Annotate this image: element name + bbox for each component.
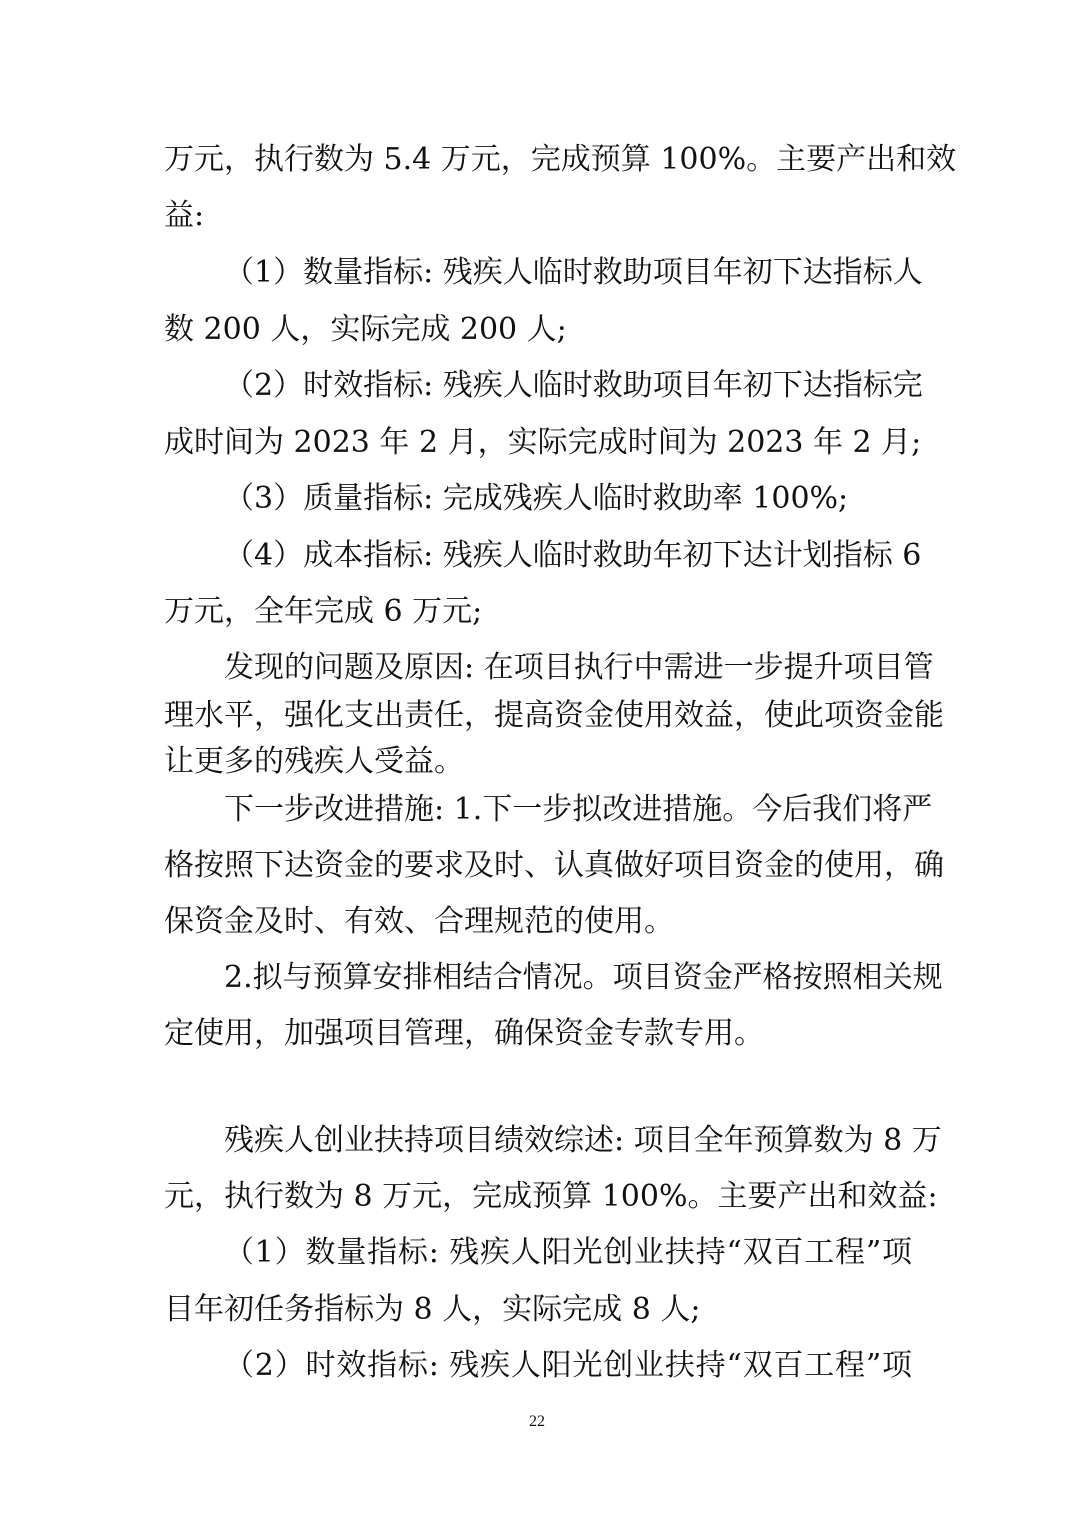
text-line: 万元，执行数为 5.4 万元，完成预算 100%。主要产出和效 [164,142,957,177]
text-line: （2）时效指标: 残疾人临时救助项目年初下达指标完 [224,368,923,403]
text-line: 发现的问题及原因: 在项目执行中需进一步提升项目管 [224,650,934,685]
text-line: （4）成本指标: 残疾人临时救助年初下达计划指标 6 [224,538,922,573]
text-line: 让更多的残疾人受益。 [164,744,464,779]
text-line: 元，执行数为 8 万元，完成预算 100%。主要产出和效益: [164,1179,938,1214]
text-line: 下一步改进措施: 1.下一步拟改进措施。今后我们将严 [224,792,933,827]
text-line: 益: [164,198,205,233]
page-number: 22 [529,1413,545,1430]
text-line: （1）数量指标: 残疾人临时救助项目年初下达指标人 [224,255,923,290]
text-line: 格按照下达资金的要求及时、认真做好项目资金的使用，确 [164,848,944,883]
text-line: 理水平，强化支出责任，提高资金使用效益，使此项资金能 [164,698,944,733]
text-line: （2）时效指标: 残疾人阳光创业扶持“双百工程”项 [224,1348,912,1383]
text-line: 2.拟与预算安排相结合情况。项目资金严格按照相关规 [224,960,943,995]
text-line: 残疾人创业扶持项目绩效综述: 项目全年预算数为 8 万 [224,1123,942,1158]
text-line: （3）质量指标: 完成残疾人临时救助率 100%; [224,481,849,516]
text-line: 成时间为 2023 年 2 月，实际完成时间为 2023 年 2 月; [164,425,922,460]
text-line: （1）数量指标: 残疾人阳光创业扶持“双百工程”项 [224,1235,912,1270]
text-line: 目年初任务指标为 8 人，实际完成 8 人; [164,1292,701,1327]
text-line: 万元，全年完成 6 万元; [164,594,483,629]
text-line: 定使用，加强项目管理，确保资金专款专用。 [164,1016,764,1051]
text-line: 保资金及时、有效、合理规范的使用。 [164,904,674,939]
text-line: 数 200 人，实际完成 200 人; [164,312,567,347]
